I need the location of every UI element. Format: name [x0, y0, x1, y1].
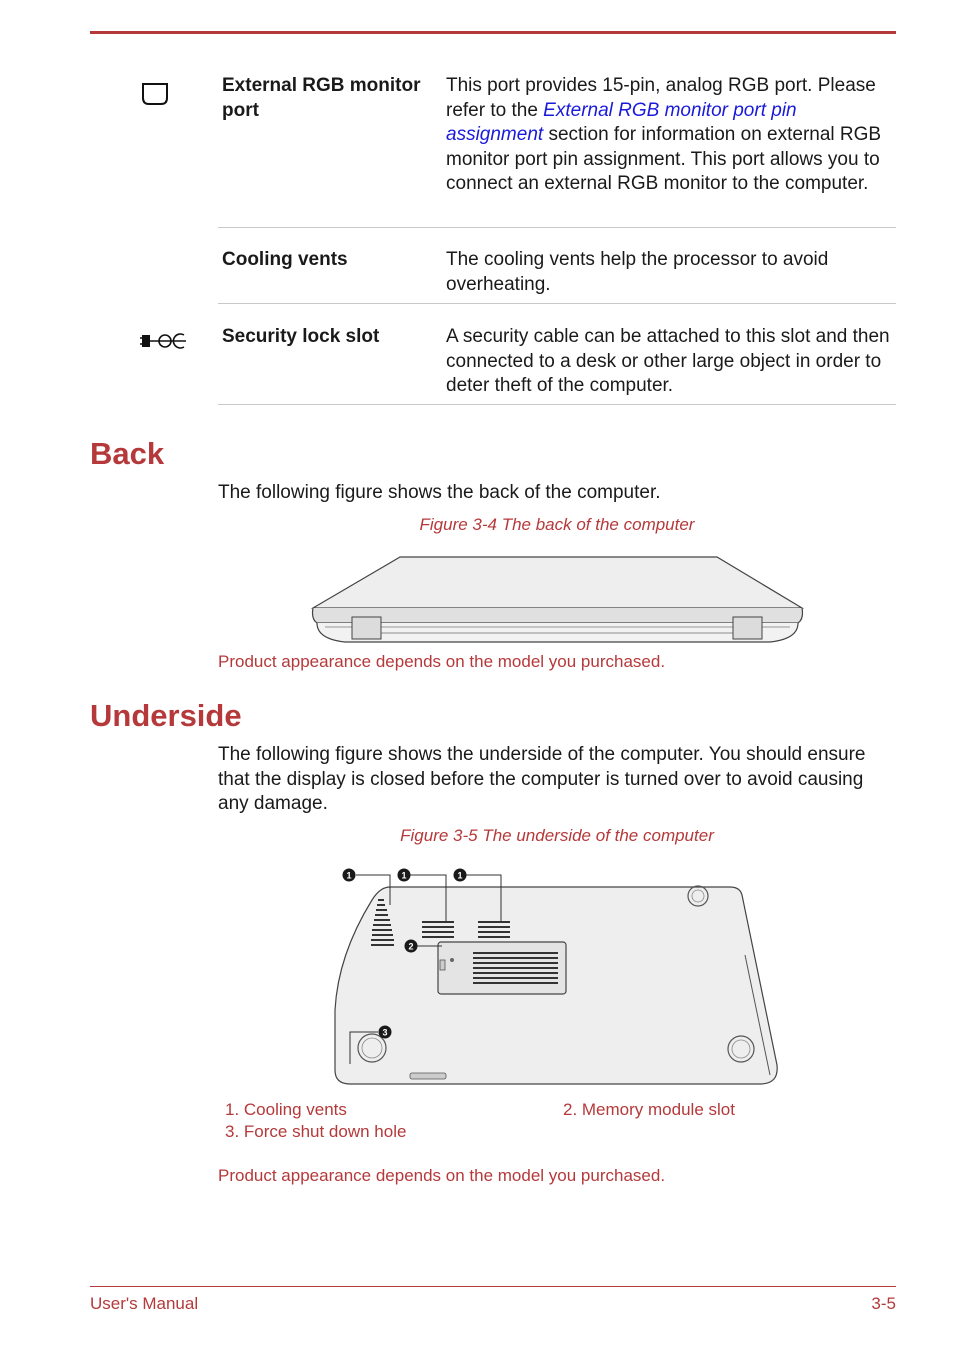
back-intro: The following figure shows the back of the computer. [218, 482, 661, 503]
appearance-note: Product appearance depends on the model you purchased. [218, 1166, 666, 1185]
legend-item: 1. Cooling vents [225, 1100, 347, 1119]
callout-badge [398, 869, 411, 882]
back-heading: Back [90, 436, 165, 471]
table-row [218, 74, 896, 228]
figure-caption: Figure 3-4 The back of the computer [419, 515, 695, 534]
legend-item: 3. Force shut down hole [225, 1122, 407, 1141]
callout-badge [343, 869, 356, 882]
figure-caption: Figure 3-5 The underside of the computer [400, 826, 714, 845]
callout-badge [405, 940, 418, 953]
page-number: 3-5 [871, 1294, 896, 1313]
security-lock-icon [140, 330, 190, 352]
svg-text:1: 1 [401, 870, 407, 881]
svg-text:1: 1 [346, 870, 352, 881]
underside-intro: The following figure shows the underside of the computer. You should ensure that the display is closed before the computer is turned over to avoid causing any damage. [218, 744, 866, 814]
svg-text:3: 3 [382, 1027, 388, 1038]
laptop-back-figure [305, 553, 810, 648]
svg-text:1: 1 [457, 870, 463, 881]
table-row [218, 325, 896, 405]
row-name: External RGB monitor port [222, 75, 421, 121]
svg-text:2: 2 [408, 941, 414, 952]
footer-title: User's Manual [90, 1294, 199, 1313]
row-description: This port provides 15-pin, analog RGB port. Please refer to the External RGB monitor port pin assignment section for information on external RGB monitor port pin assignment. This port allows you to connect an external RGB monitor to the computer. [446, 75, 882, 194]
monitor-port-icon [140, 82, 170, 106]
callout-badge [379, 1026, 392, 1039]
table-row [218, 248, 896, 304]
row-description: A security cable can be attached to this slot and then connected to a desk or other large object in order to deter theft of the computer. [446, 326, 890, 396]
laptop-underside-figure [330, 860, 790, 1090]
legend-item: 2. Memory module slot [563, 1100, 735, 1119]
footer-rule [90, 1286, 896, 1287]
row-name: Cooling vents [222, 249, 348, 270]
pin-assignment-link[interactable]: External RGB monitor port pin assignment [446, 99, 797, 145]
underside-heading: Underside [90, 698, 242, 733]
header-rule [90, 31, 896, 34]
callout-badge [454, 869, 467, 882]
row-name: Security lock slot [222, 326, 380, 347]
appearance-note: Product appearance depends on the model you purchased. [218, 652, 666, 671]
row-description: The cooling vents help the processor to avoid overheating. [446, 249, 829, 295]
